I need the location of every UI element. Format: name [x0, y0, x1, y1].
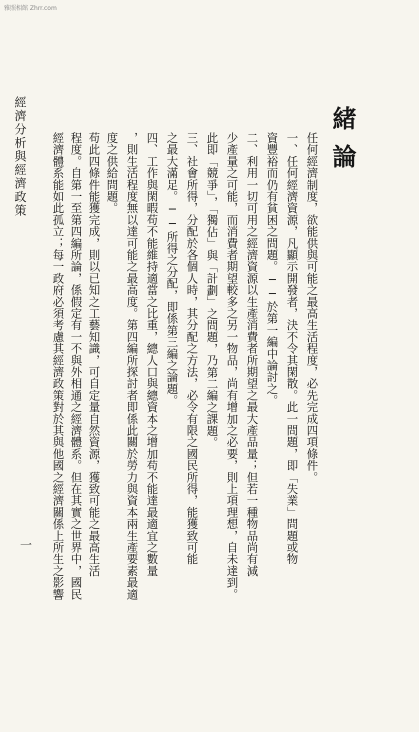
- page-number: 一: [20, 538, 33, 552]
- body-column-8: 之最大滿足。──所得之分配，即係第三編之論題。: [165, 132, 180, 407]
- body-column-9: 四、工作與閑暇苟不能維持適當之比重，總人口與總資本之增加苟不能達最適宜之數量: [145, 132, 160, 577]
- body-column-13: 程度。自第一至第四編所論，係假定有一不與外相通之經濟體系。但在其實之世界中，國民: [69, 132, 84, 600]
- body-column-1: 任何經濟制度，欲能供與可能之最高生活程度，必先完成四項條件。: [305, 132, 320, 483]
- body-column-14: 經濟體系能如此孤立；每一政府必須考慮其經濟政策對於其與他國之經濟關係上所生之影響: [51, 132, 66, 600]
- body-column-5: 少產量之可能，而消費者期望較多之另一物品，尚有增加之必要，則上項理想，自未達到。: [225, 132, 240, 600]
- body-column-12: 苟此四條件能獲完成，則以已知之工藝知識，可自定量自然資源，獲致可能之最高生活: [87, 132, 102, 577]
- running-footer: 經濟分析與經濟政策: [13, 96, 27, 218]
- body-column-7: 三、社會所得，分配於各個人時，其分配之方法，必令有限之國民所得，能獲致可能: [185, 132, 200, 565]
- library-stamp: 雅照相館 Zhrr.com: [4, 5, 57, 12]
- body-column-3: 資豐裕而仍有貧困之問題。──於第一編中論討之。: [265, 132, 280, 407]
- body-column-2: 一、任何經濟資源，凡顯示開發者，決不令其閑散。此一問題，即「失業」問題或物: [285, 132, 300, 565]
- body-column-10: ，則生活程度無以達可能之最高度。第四編所探討者即係此關於勞力與資本兩生產要素最適: [125, 132, 140, 600]
- chapter-title: 緒論: [328, 106, 357, 182]
- body-column-11: 度之供給問題。: [105, 132, 120, 214]
- body-column-4: 二、利用一切可用之經濟資源以生產消費者所期望之最大產品量；但若一種物品尚有減: [245, 132, 260, 577]
- body-column-6: 此即「競爭」，「獨佔」與「計劃」之問題，乃第二編之課題。: [205, 132, 220, 449]
